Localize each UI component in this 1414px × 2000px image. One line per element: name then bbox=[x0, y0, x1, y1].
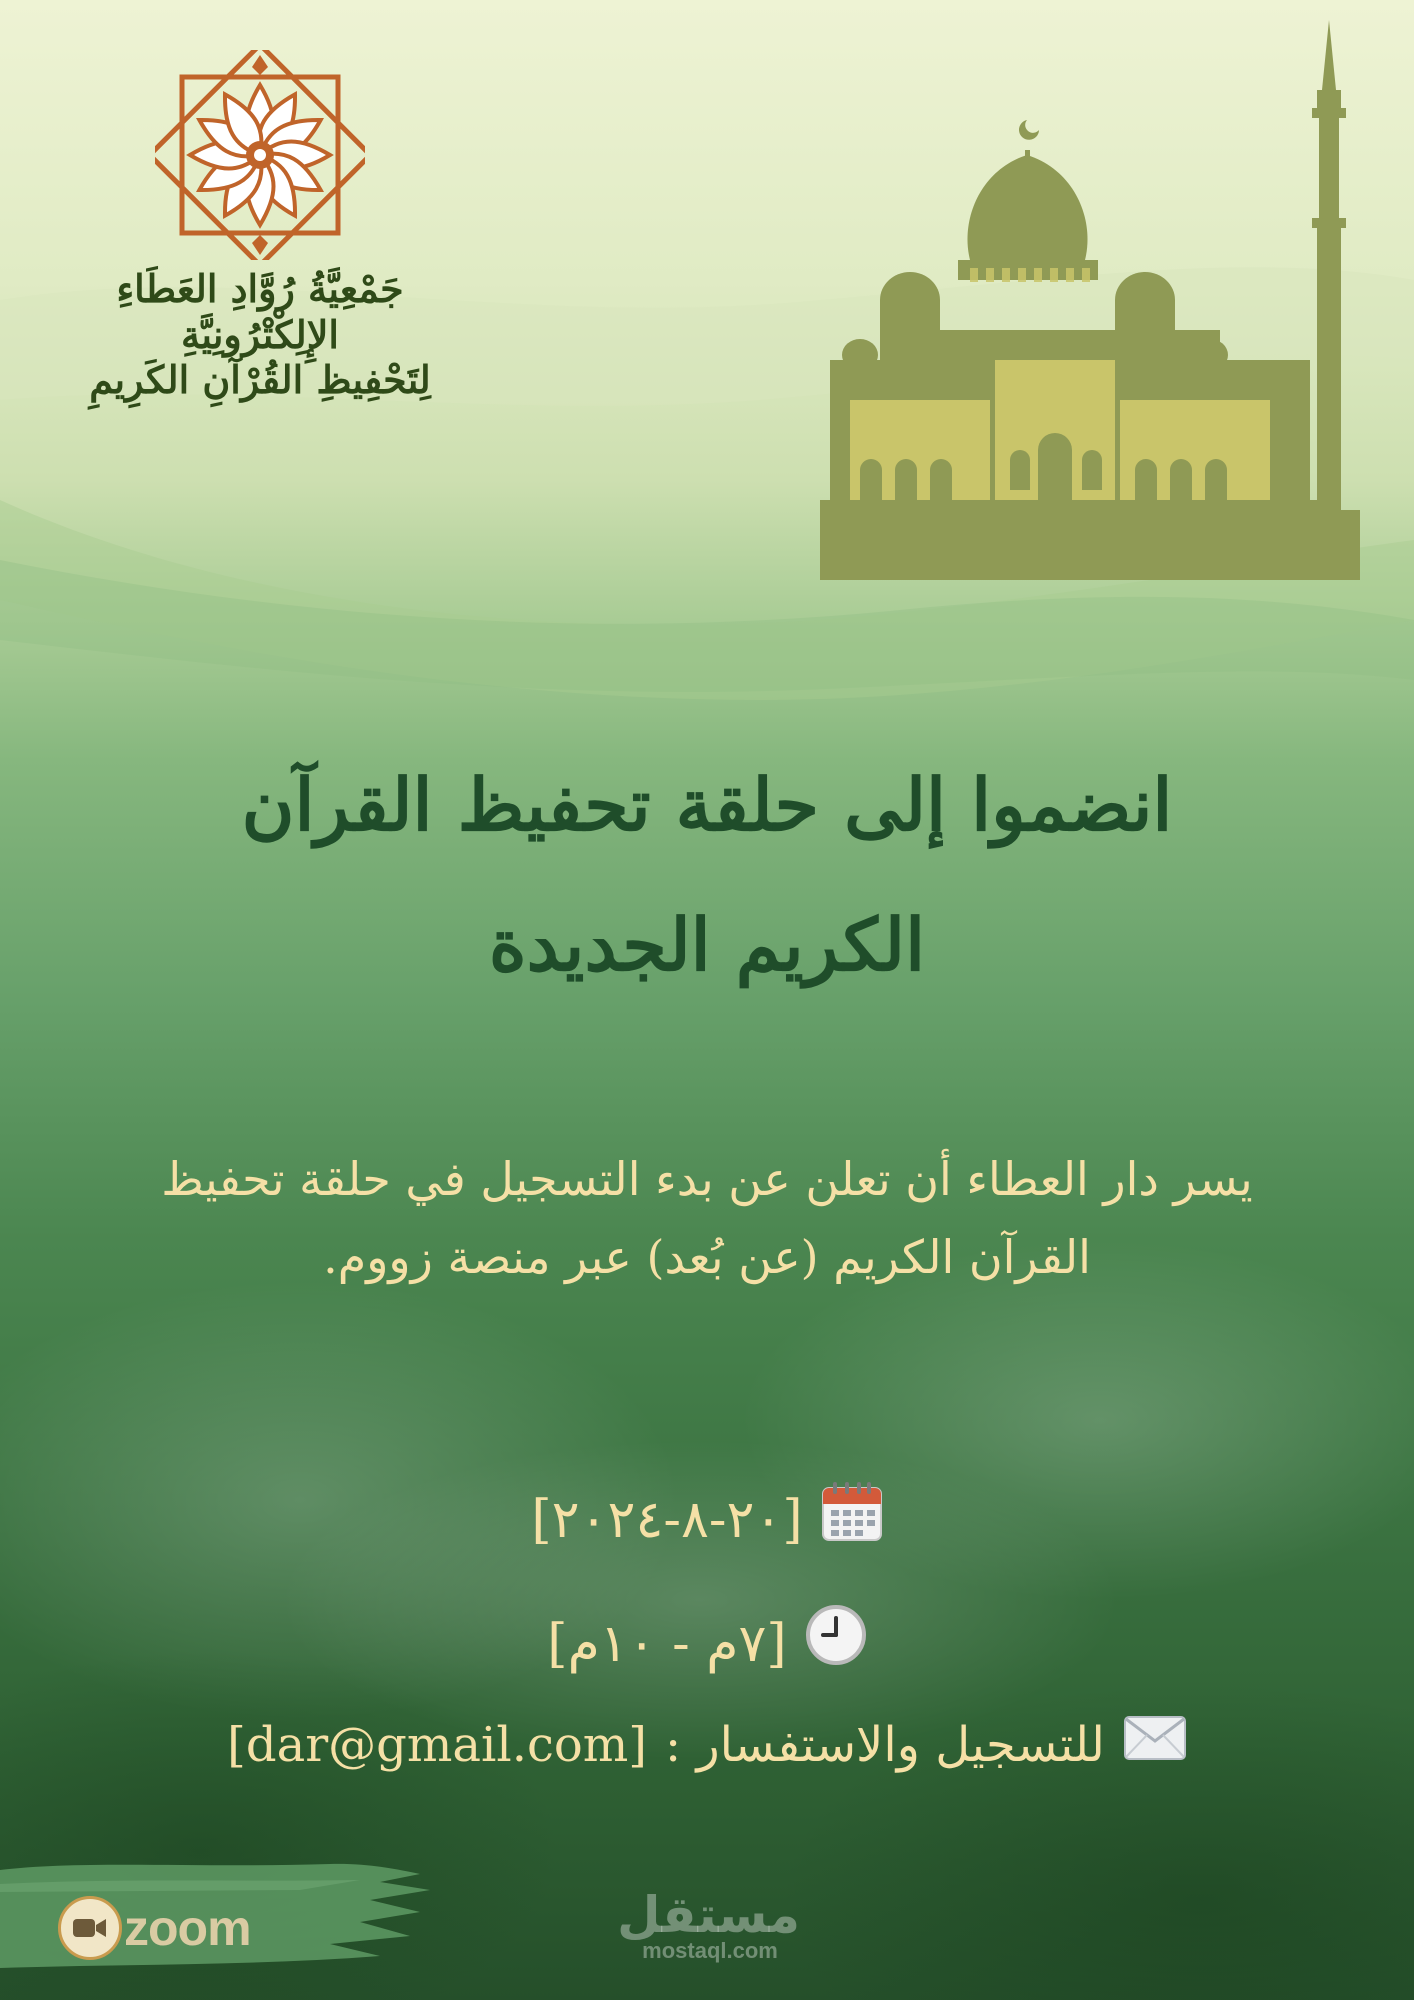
date-text: [٢٠-٨-٢٠٢٤] bbox=[531, 1490, 803, 1550]
calendar-icon bbox=[821, 1480, 883, 1560]
time-row bbox=[0, 1604, 1414, 1684]
headline bbox=[100, 735, 1314, 1015]
rosette-emblem-icon bbox=[155, 50, 365, 260]
headline-line1: انضموا إلى حلقة تحفيظ القرآن bbox=[241, 762, 1173, 847]
contact-row bbox=[0, 1710, 1414, 1780]
contact-email[interactable]: [dar@gmail.com] bbox=[227, 1717, 648, 1773]
time-text: [٧م - ١٠م] bbox=[547, 1614, 787, 1674]
mosque-icon bbox=[820, 20, 1380, 590]
organization-logo bbox=[40, 50, 480, 403]
mostaql-watermark-latin: mostaql.com bbox=[642, 1938, 778, 1963]
intro-line1: يسر دار العطاء أن تعلن عن بدء التسجيل في حلقة تحفيظ bbox=[161, 1152, 1253, 1206]
organization-name bbox=[40, 266, 480, 403]
contact-label: للتسجيل والاستفسار : bbox=[665, 1717, 1105, 1773]
headline-line2: الكريم الجديدة bbox=[488, 902, 926, 987]
intro-paragraph bbox=[80, 1140, 1334, 1296]
zoom-logo bbox=[58, 1896, 251, 1960]
zoom-wordmark: zoom bbox=[124, 1900, 251, 1956]
envelope-icon bbox=[1123, 1710, 1187, 1780]
organization-name-line2: لِتَحْفِيظِ القُرْآنِ الكَرِيمِ bbox=[89, 357, 431, 403]
zoom-camera-icon bbox=[58, 1896, 122, 1960]
organization-name-line1: جَمْعِيَّةُ رُوَّادِ العَطَاءِ الإِلِكْتْرُونِيَّةِ bbox=[116, 266, 404, 357]
intro-line2: القرآن الكريم (عن بُعد) عبر منصة زووم. bbox=[323, 1230, 1091, 1284]
mostaql-watermark-arabic: مستقل bbox=[617, 1886, 800, 1944]
mostaql-watermark bbox=[617, 1886, 800, 1964]
clock-icon bbox=[805, 1604, 867, 1684]
date-row bbox=[0, 1480, 1414, 1560]
